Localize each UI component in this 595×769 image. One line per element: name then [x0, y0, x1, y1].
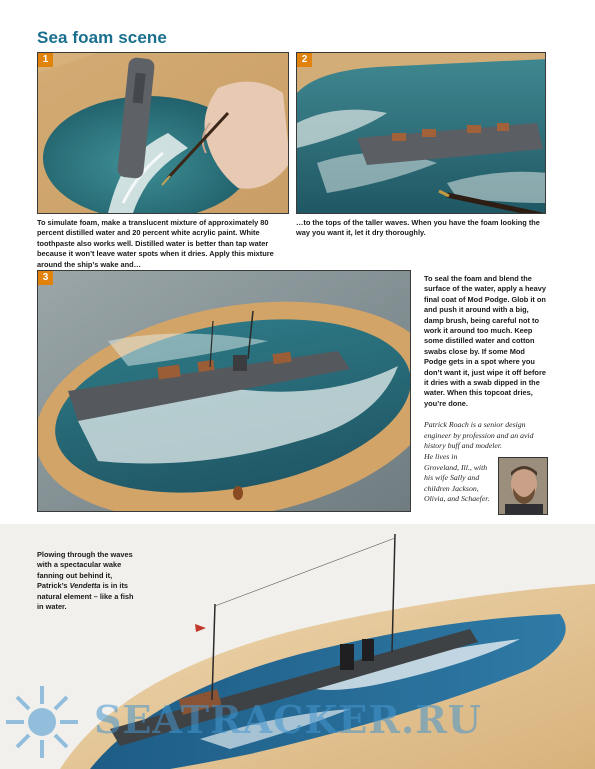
section-heading: Sea foam scene	[37, 28, 167, 47]
closing-caption-text-2: is in its natural element – like a fish in water.	[37, 581, 134, 612]
step-3-photo	[37, 270, 411, 512]
step-1-caption: To simulate foam, make a translucent mixture of approximately 80 percent distilled water and 20 percent white acrylic paint. White toothpaste also works well. Distilled water is better than tap water because it won’t leave water spots when it dries. Apply this mixture around the ship’s wake and…	[37, 218, 274, 269]
closing-caption-text-1: Plowing through the waves with a spectacular wake fanning out behind it, Patrick’s	[37, 550, 133, 591]
step-3-badge: 3	[38, 271, 53, 285]
step-2-badge: 2	[297, 53, 312, 67]
author-bio-family: He lives in Groveland, Ill., with his wife Sally and children Jackson, Olivia, and Schaefer.	[424, 452, 490, 504]
author-bio-intro: Patrick Roach is a senior design engineer by profession and an avid history buff and modeler.	[424, 420, 534, 451]
step-2-photo	[296, 52, 546, 214]
step-2-caption: …to the tops of the taller waves. When you have the foam looking the way you want it, let it dry thoroughly.	[296, 218, 540, 238]
closing-caption	[37, 550, 139, 612]
watermark-text: SEATRACKER.RU	[94, 697, 482, 742]
step-1-badge: 1	[38, 53, 53, 67]
step-3-image	[38, 271, 411, 512]
step-3-caption: To seal the foam and blend the surface of the water, apply a heavy final coat of Mod Podge. Glob it on and push it around with a big, damp brush, being careful not to work it around too much. Keep some distilled water and cotton swabs close by. If some Mod Podge gets in a spot where you don’t want it, just wipe it off before it dries with a swab dipped in the water. When this topcoat dries, you’re done.	[424, 274, 546, 408]
closing-caption-ship-name: Vendetta	[69, 581, 101, 591]
step-2-image	[297, 53, 546, 214]
step-1-image	[38, 53, 289, 214]
step-1-photo	[37, 52, 289, 214]
author-portrait	[498, 457, 548, 515]
